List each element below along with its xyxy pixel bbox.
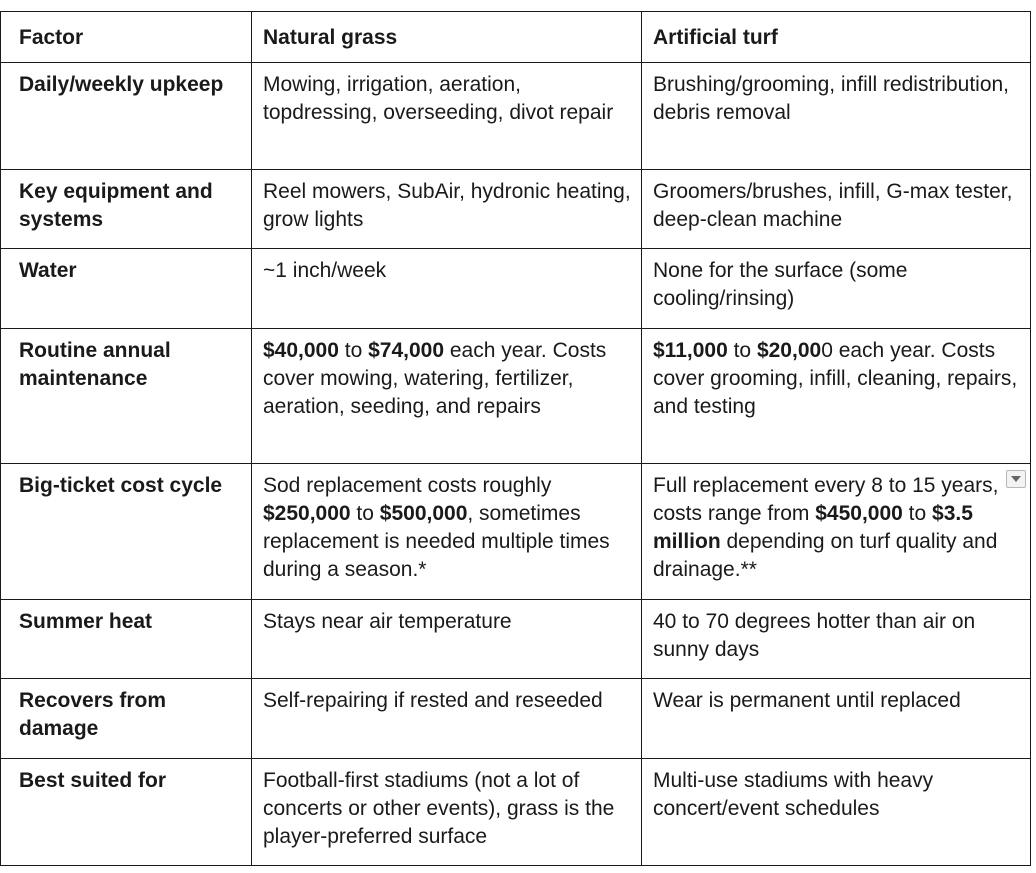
factor-cell: Big-ticket cost cycle: [1, 464, 252, 600]
natural-grass-cell: [252, 600, 642, 679]
chevron-down-icon: [1011, 476, 1021, 482]
natural-grass-cell: [252, 329, 642, 464]
factor-cell: Water: [1, 249, 252, 329]
artificial-turf-cell-content: [653, 337, 1020, 421]
table-row: [1, 759, 1031, 866]
artificial-turf-cell: [642, 759, 1031, 866]
natural-grass-cell-content: [263, 472, 631, 584]
factor-cell: Key equipment and systems: [1, 170, 252, 249]
table-row: [1, 329, 1031, 464]
cell-text: None for the surface (some cooling/rinsing): [653, 259, 908, 310]
cell-text: 0 each year. Costs cover grooming, infill, cleaning, repairs, and testing: [653, 339, 1018, 418]
cell-text: Full replacement every 8 to 15 years, costs range from: [653, 474, 999, 525]
artificial-turf-cell-content: [653, 71, 1020, 127]
dropdown-caret-icon[interactable]: [1006, 470, 1026, 488]
natural-grass-cell-content: [263, 257, 631, 285]
cell-text: Wear is permanent until replaced: [653, 689, 961, 712]
artificial-turf-cell: [642, 249, 1031, 329]
natural-grass-cell: [252, 464, 642, 600]
artificial-turf-cell: [642, 63, 1031, 170]
natural-grass-cell-content: [263, 687, 631, 715]
artificial-turf-cell-content: [653, 608, 1020, 664]
cell-text: Groomers/brushes, infill, G-max tester, deep-clean machine: [653, 180, 1013, 231]
header-row: [1, 12, 1031, 63]
artificial-turf-cell-content: [653, 687, 1020, 715]
artificial-turf-cell-content: [653, 767, 1020, 823]
header-factor: Factor: [1, 12, 252, 63]
cell-text: Self-repairing if rested and reseeded: [263, 689, 603, 712]
bold-amount: $20,00: [756, 339, 822, 362]
cell-text: Brushing/grooming, infill redistribution, debris removal: [653, 73, 1010, 124]
natural-grass-cell-content: [263, 767, 631, 851]
table-row: [1, 63, 1031, 170]
cell-text: to: [727, 339, 757, 362]
artificial-turf-cell-content: [653, 257, 1020, 313]
artificial-turf-cell: [642, 170, 1031, 249]
comparison-table: [0, 11, 1031, 866]
cell-text: , sometimes replacement is needed multiple times during a season.*: [263, 502, 610, 581]
table-row: [1, 170, 1031, 249]
header-natural-grass: Natural grass: [252, 12, 642, 63]
cell-text: Reel mowers, SubAir, hydronic heating, grow lights: [263, 180, 631, 231]
cell-text: depending on turf quality and drainage.**: [653, 530, 998, 581]
cell-text: Sod replacement costs roughly: [263, 474, 552, 497]
artificial-turf-cell-content: [653, 178, 1020, 234]
bold-amount: $3.5 million: [653, 502, 973, 553]
natural-grass-cell: [252, 249, 642, 329]
cell-text: 40 to 70 degrees hotter than air on sunny days: [653, 610, 976, 661]
bold-amount: $40,000: [263, 339, 339, 362]
artificial-turf-cell-content: [653, 472, 1020, 584]
natural-grass-cell-content: [263, 608, 631, 636]
table-row: [1, 249, 1031, 329]
cell-text: Football-first stadiums (not a lot of concerts or other events), grass is the player-preferred surface: [263, 769, 615, 848]
artificial-turf-cell: [642, 679, 1031, 759]
table-row: [1, 600, 1031, 679]
artificial-turf-cell: [642, 600, 1031, 679]
cell-text: ~1 inch/week: [263, 259, 387, 282]
cell-text: to: [350, 502, 380, 525]
table-row: [1, 464, 1031, 600]
natural-grass-cell: [252, 679, 642, 759]
cell-text: each year. Costs cover mowing, watering, fertilizer, aeration, seeding, and repairs: [263, 339, 607, 418]
cell-text: Multi-use stadiums with heavy concert/event schedules: [653, 769, 934, 820]
table-row: [1, 679, 1031, 759]
bold-amount: $250,000: [263, 502, 351, 525]
artificial-turf-cell: [642, 464, 1031, 600]
cell-text: to: [338, 339, 369, 362]
factor-cell: Routine annual maintenance: [1, 329, 252, 464]
header-artificial-turf: Artificial turf: [642, 12, 1031, 63]
bold-amount: $74,000: [368, 339, 445, 362]
natural-grass-cell-content: [263, 71, 631, 127]
cell-text: Stays near air temperature: [263, 610, 512, 633]
bold-amount: $450,000: [815, 502, 903, 525]
natural-grass-cell: [252, 170, 642, 249]
bold-amount: $500,000: [379, 502, 468, 525]
natural-grass-cell: [252, 63, 642, 170]
natural-grass-cell-content: [263, 178, 631, 234]
natural-grass-cell: [252, 759, 642, 866]
artificial-turf-cell: [642, 329, 1031, 464]
cell-text: to: [902, 502, 933, 525]
cell-text: Mowing, irrigation, aeration, topdressing, overseeding, divot repair: [263, 73, 614, 124]
factor-cell: Summer heat: [1, 600, 252, 679]
natural-grass-cell-content: [263, 337, 631, 421]
factor-cell: Daily/weekly upkeep: [1, 63, 252, 170]
factor-cell: Best suited for: [1, 759, 252, 866]
factor-cell: Recovers from damage: [1, 679, 252, 759]
bold-amount: $11,000: [653, 339, 728, 362]
